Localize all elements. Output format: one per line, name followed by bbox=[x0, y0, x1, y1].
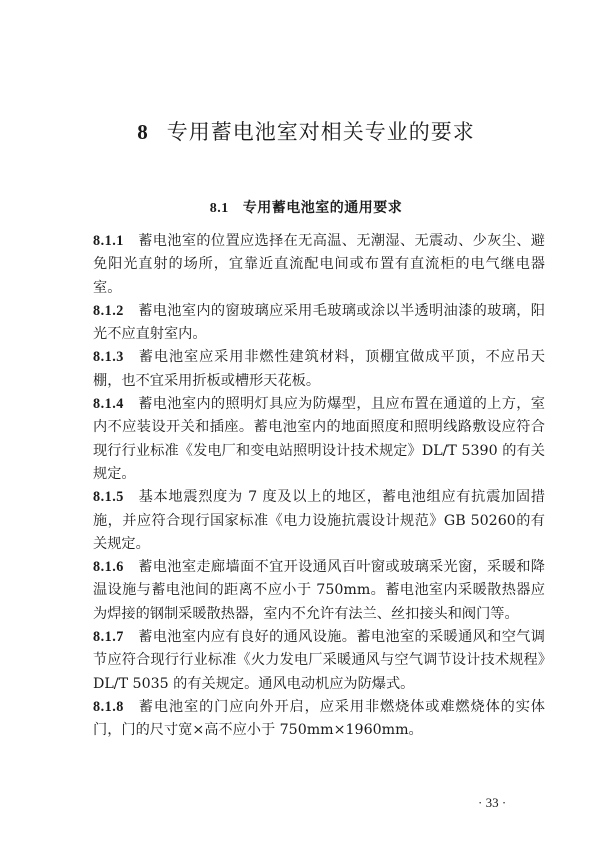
chapter-title-text: 专用蓄电池室对相关专业的要求 bbox=[166, 120, 475, 144]
clause-8-1-7 bbox=[93, 626, 545, 696]
section-number: 8.1 bbox=[209, 201, 229, 216]
clause-8-1-2 bbox=[93, 300, 545, 347]
clause-number: 8.1.1 bbox=[93, 233, 124, 249]
clause-8-1-8 bbox=[93, 696, 545, 743]
clause-text: 基本地震烈度为 7 度及以上的地区，蓄电池组应有抗震加固措施，并应符合现行国家标准《电力设施抗震设计规范》GB 50260的有关规定。 bbox=[93, 489, 545, 552]
clause-text: 蓄电池室应采用非燃性建筑材料，顶棚宜做成平顶，不应吊天棚，也不宜采用折板或槽形天花板。 bbox=[93, 349, 545, 389]
clause-number: 8.1.5 bbox=[93, 489, 124, 506]
chapter-heading bbox=[0, 116, 612, 146]
clause-8-1-3 bbox=[93, 346, 545, 393]
clause-number: 8.1.6 bbox=[93, 559, 124, 576]
clause-number: 8.1.3 bbox=[93, 349, 124, 366]
clause-8-1-4 bbox=[93, 393, 545, 486]
chapter-number: 8 bbox=[137, 120, 149, 144]
clause-text: 蓄电池室内的照明灯具应为防爆型，且应布置在通道的上方，室内不应装设开关和插座。蓄电池室内的地面照度和照明线路敷设应符合现行行业标准《发电厂和变电站照明设计技术规定》DL/T 5390 的有关规定。 bbox=[93, 396, 545, 482]
section-title-text: 专用蓄电池室的通用要求 bbox=[242, 200, 403, 216]
clause-text: 蓄电池室的门应向外开启，应采用非燃烧体或难燃烧体的实体门，门的尺寸宽×高不应小于 750mm×1960mm。 bbox=[93, 698, 545, 739]
clause-text: 蓄电池室的位置应选择在无高温、无潮湿、无震动、少灰尘、避免阳光直射的场所，宜靠近直流配电间或布置有直流柜的电气继电器室。 bbox=[93, 233, 545, 296]
clause-text: 蓄电池室内应有良好的通风设施。蓄电池室的采暖通风和空气调节应符合现行行业标准《火力发电厂采暖通风与空气调节设计技术规程》DL/T 5035 的有关规定。通风电动机应为防爆式。 bbox=[93, 629, 545, 692]
clause-number: 8.1.4 bbox=[93, 396, 124, 413]
clause-number: 8.1.2 bbox=[93, 302, 124, 319]
clause-8-1-1 bbox=[93, 230, 545, 300]
clause-text: 蓄电池室内的窗玻璃应采用毛玻璃或涂以半透明油漆的玻璃，阳光不应直射室内。 bbox=[93, 302, 545, 343]
clause-number: 8.1.7 bbox=[93, 629, 124, 646]
section-heading bbox=[0, 197, 612, 217]
clause-8-1-6 bbox=[93, 556, 545, 626]
clause-text: 蓄电池室走廊墙面不宜开设通风百叶窗或玻璃采光窗，采暖和降温设施与蓄电池间的距离不应小于 750mm。蓄电池室内采暖散热器应为焊接的钢制采暖散热器，室内不允许有法兰、丝扣接头和阀门等。 bbox=[93, 559, 545, 622]
clause-number: 8.1.8 bbox=[93, 698, 124, 715]
clause-8-1-5 bbox=[93, 486, 545, 556]
page-number: · 33 · bbox=[478, 795, 507, 810]
clause-list bbox=[93, 230, 545, 743]
